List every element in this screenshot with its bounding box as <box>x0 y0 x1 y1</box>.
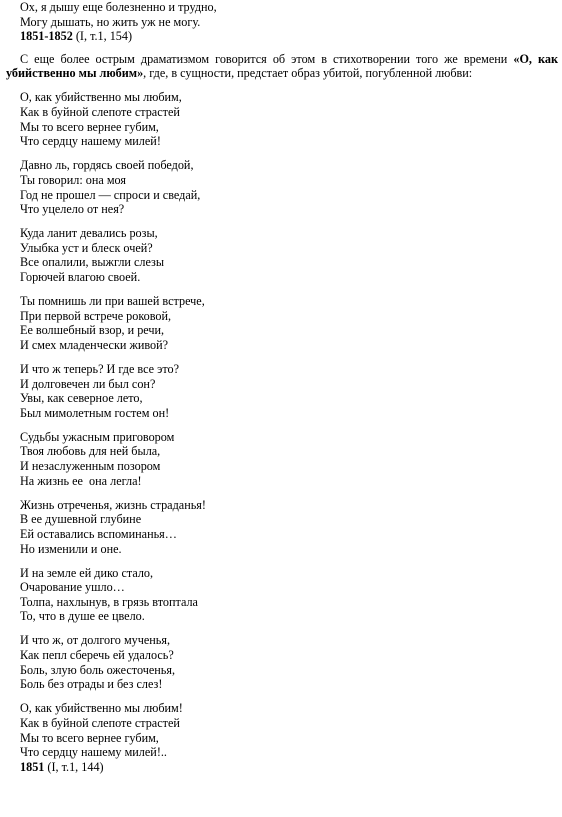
poem-stanza <box>0 158 562 216</box>
body-paragraph <box>0 52 562 81</box>
poem-line: И незаслуженным позором <box>20 459 161 474</box>
poem-stanza <box>0 430 562 488</box>
stanza-spacer <box>0 285 562 295</box>
poem-line: И долговечен ли был сон? <box>20 376 156 391</box>
poem-line: В ее душевной глубине <box>20 512 142 527</box>
paragraph-text-after: , где, в сущности, предстает образ убитой, погубленной любви: <box>143 66 473 81</box>
poem-line: Все опалили, выжгли слезы <box>20 255 165 270</box>
poem <box>0 90 562 759</box>
poem-line: Что уцелело от нея? <box>20 202 125 217</box>
poem-line: Жизнь отреченья, жизнь страданья! <box>20 497 206 512</box>
poem-line: Был мимолетным гостем он! <box>20 405 170 420</box>
citation-date: 1851-1852 <box>20 29 73 44</box>
stanza-spacer <box>0 488 562 498</box>
stanza-spacer <box>0 352 562 362</box>
poem-line: Ее волшебный взор, и речи, <box>20 323 165 338</box>
poem-line: Ты помнишь ли при вашей встрече, <box>20 294 205 309</box>
paragraph-text-before: С еще более острым драматизмом говорится об этом в стихотворении того же времени <box>20 51 514 66</box>
poem-line: Горючей влагою своей. <box>20 270 141 284</box>
poem-line: Как пепл сберечь ей удалось? <box>20 648 174 663</box>
poem-line: Как в буйной слепоте страстей <box>20 105 180 120</box>
poem-line: Могу дышать, но жить уж не могу. <box>20 14 201 29</box>
spacer <box>0 81 562 91</box>
poem-line: И смех младенчески живой? <box>20 337 169 352</box>
poem-line: Ох, я дышу еще болезненно и трудно, <box>20 0 217 14</box>
poem-line: И что ж, от долгого мученья, <box>20 633 171 648</box>
poem-line: Судьбы ужасным приговором <box>20 429 175 444</box>
poem-line: Но изменили и оне. <box>20 541 122 556</box>
poem-line: Увы, как северное лето, <box>20 391 143 406</box>
citation-source: (I, т.1, 154) <box>72 29 133 44</box>
stanza-spacer <box>0 149 562 159</box>
poem-stanza <box>0 294 562 352</box>
poem-line: При первой встрече роковой, <box>20 308 172 323</box>
stanza-spacer <box>0 624 562 634</box>
poem-citation <box>0 760 562 775</box>
top-poem-fragment <box>0 0 562 44</box>
poem-line: И на земле ей дико стало, <box>20 565 154 580</box>
poem-line: На жизнь ее она легла! <box>20 473 142 488</box>
poem-line: Мы то всего вернее губим, <box>20 730 159 745</box>
poem-line: Ты говорил: она моя <box>20 172 127 187</box>
citation-date: 1851 <box>20 759 45 774</box>
stanza-spacer <box>0 217 562 227</box>
poem-stanza <box>0 226 562 284</box>
poem-line: Толпа, нахлынув, в грязь втоптала <box>20 594 198 609</box>
poem-line: Давно ль, гордясь своей победой, <box>20 158 194 173</box>
poem-line: Улыбка уст и блеск очей? <box>20 240 153 255</box>
poem-line: Мы то всего вернее губим, <box>20 119 159 134</box>
poem-line: О, как убийственно мы любим, <box>20 90 182 105</box>
citation-source: (I, т.1, 144) <box>44 759 104 774</box>
poem-stanza <box>0 701 562 759</box>
poem-line: То, что в душе ее цвело. <box>20 609 145 624</box>
stanza-spacer <box>0 692 562 702</box>
poem-line: Боль, злую боль ожесточенья, <box>20 662 176 677</box>
poem-stanza <box>0 633 562 691</box>
poem-line: Твоя любовь для ней была, <box>20 444 161 459</box>
poem-line: Что сердцу нашему милей! <box>20 134 161 149</box>
poem-stanza <box>0 566 562 624</box>
poem-line: Как в буйной слепоте страстей <box>20 715 180 730</box>
poem-stanza <box>0 498 562 556</box>
stanza-spacer <box>0 556 562 566</box>
poem-stanza <box>0 362 562 420</box>
poem-line: Очарование ушло… <box>20 580 125 595</box>
poem-line: Боль без отрады и без слез! <box>20 677 163 692</box>
poem-line: И что ж теперь? И где все это? <box>20 361 180 376</box>
poem-stanza <box>0 90 562 148</box>
stanza-spacer <box>0 420 562 430</box>
poem-citation <box>0 29 562 44</box>
spacer <box>0 44 562 52</box>
poem-line: Что сердцу нашему милей!.. <box>20 745 167 760</box>
poem-line: О, как убийственно мы любим! <box>20 701 183 716</box>
poem-line: Год не прошел — спроси и сведай, <box>20 187 201 202</box>
poem-line: Куда ланит девались розы, <box>20 226 158 241</box>
poem-line: Ей оставались вспоминанья… <box>20 526 177 541</box>
poem-title-reference: «О, как убийственно мы любим» <box>6 51 558 81</box>
